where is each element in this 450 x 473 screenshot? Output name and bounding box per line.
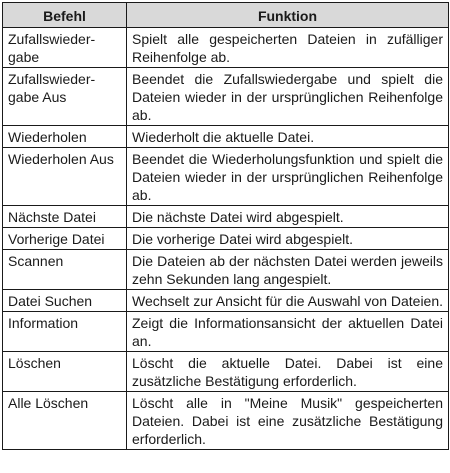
command-cell [3,290,127,312]
function-cell: Die nächste Datei wird abgespielt. [127,206,449,228]
function-cell: Spielt alle gespeicherten Dateien in zufälliger Reihenfolge ab. [127,28,449,68]
table-row [3,228,449,250]
table-row [3,148,449,206]
function-cell: Wechselt zur Ansicht für die Auswahl von Dateien. [127,290,449,312]
command-cell [3,148,127,206]
function-cell: Löscht alle in "Meine Musik" gespeicherten Dateien. Dabei ist eine zusätzliche Bestätigung erforderlich. [127,392,449,450]
header-function: Funktion [127,3,449,28]
command-cell [3,28,127,68]
function-cell: Beendet die Zufallswiedergabe und spielt die Dateien wieder in der ursprünglichen Reihenfolge ab. [127,68,449,126]
table-header [3,3,449,28]
command-text: gabe [8,49,40,65]
command-text: Scannen [8,253,64,269]
command-cell [3,312,127,352]
command-cell [3,206,127,228]
function-cell: Zeigt die Informationsansicht der aktuellen Datei an. [127,312,449,352]
table-row [3,28,449,68]
function-cell: Wiederholt die aktuelle Datei. [127,126,449,148]
table-row [3,290,449,312]
command-function-table [2,2,449,450]
function-cell: Die vorherige Datei wird abgespielt. [127,228,449,250]
table-row [3,392,449,450]
table-row [3,352,449,392]
command-text: Vorherige Datei [8,231,105,247]
command-text: Zufallswieder- [8,31,96,47]
function-cell: Die Dateien ab der nächsten Datei werden jeweils zehn Sekunden lang angespielt. [127,250,449,290]
command-text: Information [8,315,79,331]
command-text: Alle Löschen [8,395,89,411]
command-text: Wiederholen [8,129,87,145]
function-cell: Löscht die aktuelle Datei. Dabei ist eine zusätzliche Bestätigung erforderlich. [127,352,449,392]
command-cell [3,68,127,126]
command-cell [3,392,127,450]
table-row [3,312,449,352]
header-row [3,3,449,28]
table-row [3,68,449,126]
table-row [3,206,449,228]
function-cell: Beendet die Wiederholungsfunktion und spielt die Dateien wieder in der ursprünglichen Reihenfolge ab. [127,148,449,206]
table-row [3,126,449,148]
command-text: Nächste Datei [8,209,96,225]
command-text: Datei Suchen [8,293,93,309]
table-body [3,28,449,450]
command-cell [3,352,127,392]
command-text: Wiederholen Aus [8,151,114,167]
command-text: Zufallswieder- [8,71,96,87]
command-cell [3,250,127,290]
command-cell [3,228,127,250]
command-text: gabe Aus [8,89,67,105]
table-row [3,250,449,290]
command-text: Löschen [8,355,61,371]
header-command: Befehl [3,3,127,28]
command-cell [3,126,127,148]
